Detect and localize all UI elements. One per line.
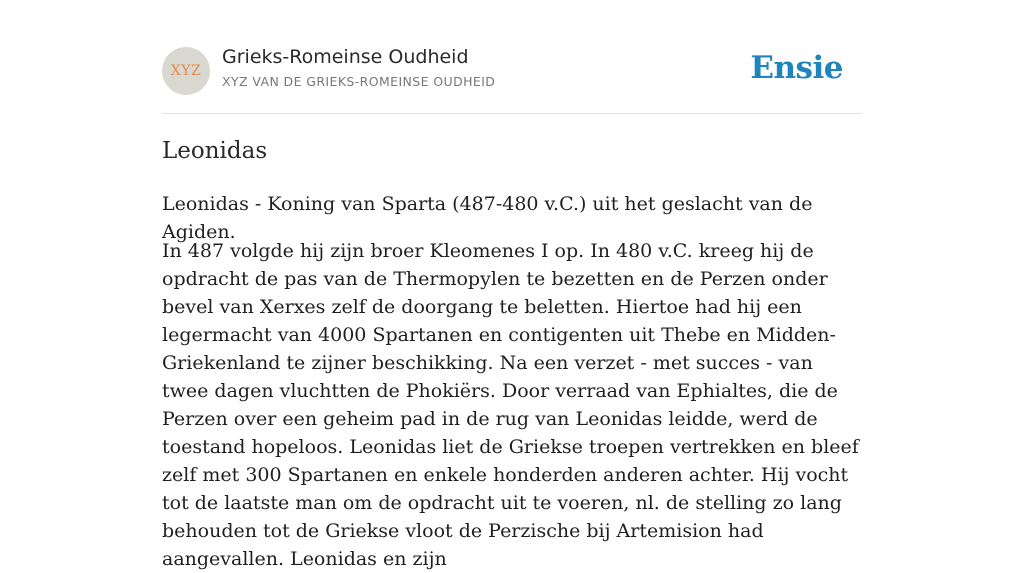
entry-body: In 487 volgde hij zijn broer Kleomenes I op. In 480 v.C. kreeg hij de opdracht de pas van de Thermopylen te bezetten en de Perzen onder bevel van Xerxes zelf de doorgang te beletten. Hiertoe had hij een legermacht van 4000 Spartanen en contigenten uit Thebe en Midden-Griekenland te zijner beschikking. Na een verzet - met succes - van twee dagen vluchtten de Phokiërs. Door verraad van Ephialtes, die de Perzen over een geheim pad in de rug van Leonidas leidde, werd de toestand hopeloos. Leonidas liet de Griekse troepen vertrekken en bleef zelf met 300 Spartanen en enkele honderden anderen achter. Hij vocht tot de laatste man om de opdracht uit te voeren, nl. de stelling zo lang behouden tot de Griekse vloot de Perzische bij Artemision had aangevallen. Leonidas en zijn [162, 240, 859, 570]
source-title[interactable]: Grieks-Romeinse Oudheid [222, 46, 469, 68]
source-avatar[interactable] [162, 47, 210, 95]
page-container [162, 0, 862, 570]
ensie-logo[interactable]: Ensie [750, 50, 843, 86]
entry-lead: Leonidas - Koning van Sparta (487-480 v.C.) uit het geslacht van de Agiden. [162, 193, 813, 243]
entry-title: Leonidas [162, 138, 268, 164]
avatar-text: XYZ [170, 63, 202, 79]
source-header [162, 0, 862, 114]
source-subtitle: XYZ VAN DE GRIEKS-ROMEINSE OUDHEID [222, 74, 496, 89]
